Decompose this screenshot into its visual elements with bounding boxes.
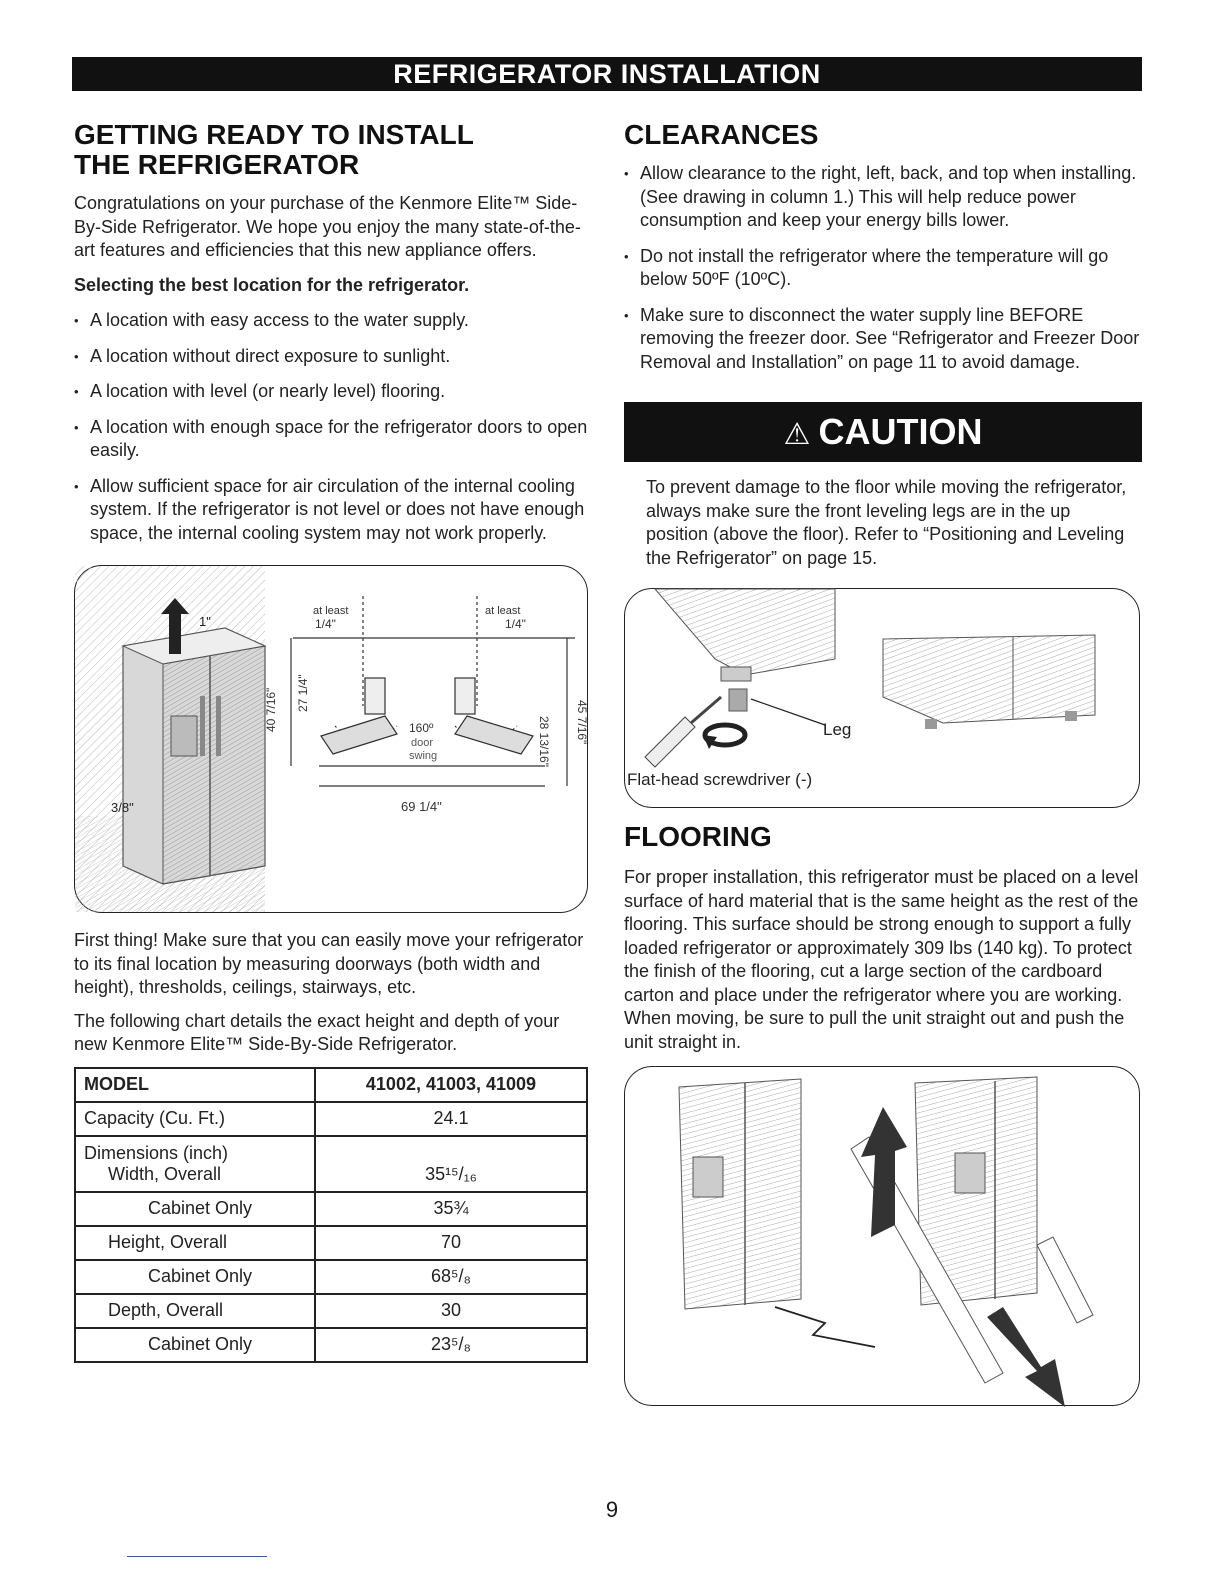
flooring-heading: FLOORING bbox=[624, 821, 772, 852]
dim-28-label: 28 13/16" bbox=[537, 716, 551, 767]
table-row bbox=[75, 1294, 587, 1328]
row-label: Cabinet Only bbox=[75, 1260, 315, 1294]
heading-line-1: GETTING READY TO INSTALL bbox=[74, 119, 474, 150]
row-value: 35¹⁵/₁₆ bbox=[315, 1136, 587, 1192]
right-column bbox=[624, 120, 1142, 1406]
moving-refrigerator-figure bbox=[624, 1066, 1140, 1406]
row-label: Cabinet Only bbox=[75, 1192, 315, 1226]
table-header-row bbox=[75, 1068, 587, 1102]
swing-degree-label: 160º bbox=[409, 721, 434, 735]
fridge-front-illustration bbox=[883, 635, 1095, 723]
dimensions-table bbox=[74, 1067, 588, 1363]
clearance-diagram bbox=[74, 565, 588, 913]
measure-paragraph: First thing! Make sure that you can easily move your refrigerator to its final location by measuring doorways (both width and height), thresholds, ceilings, stairways, etc. bbox=[74, 930, 584, 997]
warning-triangle-icon: ⚠ bbox=[783, 418, 811, 451]
row-value: 30 bbox=[315, 1294, 587, 1328]
at-least-left-label: at least bbox=[313, 605, 349, 617]
row-value: 24.1 bbox=[315, 1102, 587, 1136]
list-item: • Do not install the refrigerator where the temperature will go below 50ºF (10ºC). bbox=[624, 245, 1142, 292]
width-dim-label: 69 1/4" bbox=[401, 799, 442, 814]
chart-intro-paragraph: The following chart details the exact height and depth of your new Kenmore Elite™ Side-By-Side Refrigerator. bbox=[74, 1010, 560, 1054]
left-column bbox=[74, 120, 590, 1363]
dim-45-label: 45 7/16" bbox=[575, 700, 589, 745]
swing-swing-label: swing bbox=[409, 750, 438, 762]
location-subheading: Selecting the best location for the refrigerator. bbox=[74, 274, 470, 295]
caution-banner bbox=[624, 402, 1142, 462]
row-sublabel: Width, Overall bbox=[108, 1163, 222, 1184]
pull-arrow-icon bbox=[987, 1307, 1065, 1407]
row-label: Depth, Overall bbox=[75, 1294, 315, 1328]
dim-27-label: 27 1/4" bbox=[296, 674, 310, 712]
at-least-right-value: 1/4" bbox=[505, 617, 526, 631]
top-clearance-label: 1" bbox=[199, 614, 211, 629]
flooring-paragraph: For proper installation, this refrigerator must be placed on a level surface of hard material that is the same height as the rest of the flooring. This surface should be strong enough to support a fully loaded refrigerator or approximately 309 lbs (140 kg). To protect the finish of the flooring, cut a large section of the cardboard carton and place under the refrigerator where you are working. When moving, be sure to pull the unit straight out and push the unit straight in. bbox=[624, 867, 1139, 1052]
rotate-arrow-icon bbox=[703, 725, 745, 749]
clearance-bullet-list bbox=[624, 162, 1142, 374]
row-value: 23⁵/₈ bbox=[315, 1328, 587, 1362]
page-banner: REFRIGERATOR INSTALLATION bbox=[72, 57, 1142, 91]
leveling-leg bbox=[729, 689, 747, 711]
row-label: Capacity (Cu. Ft.) bbox=[75, 1102, 315, 1136]
table-row bbox=[75, 1328, 587, 1362]
getting-ready-heading bbox=[74, 120, 590, 180]
row-value: 35¾ bbox=[315, 1192, 587, 1226]
at-least-left-value: 1/4" bbox=[315, 617, 336, 631]
swing-door-label: door bbox=[411, 737, 434, 749]
list-item: • A location without direct exposure to sunlight. bbox=[74, 345, 590, 369]
table-row bbox=[75, 1226, 587, 1260]
location-bullet-list bbox=[74, 309, 590, 545]
list-item: • Make sure to disconnect the water supply line BEFORE removing the freezer door. See “Refrigerator and Freezer Door Removal and Installation” on page 11 to avoid damage. bbox=[624, 304, 1142, 375]
heading-line-2: THE REFRIGERATOR bbox=[74, 149, 360, 180]
table-row bbox=[75, 1192, 587, 1226]
table-row bbox=[75, 1260, 587, 1294]
list-item: • A location with level (or nearly level) flooring. bbox=[74, 380, 590, 404]
dim-40-label: 40 7/16" bbox=[264, 687, 278, 732]
row-value: 70 bbox=[315, 1226, 587, 1260]
side-clearance-label: 3/8" bbox=[111, 800, 134, 815]
table-row bbox=[75, 1102, 587, 1136]
refrigerator-illustration bbox=[123, 628, 265, 884]
leveling-leg-figure bbox=[624, 588, 1140, 808]
zigzag-arrow-icon bbox=[775, 1307, 875, 1347]
row-label: Cabinet Only bbox=[75, 1328, 315, 1362]
at-least-right-label: at least bbox=[485, 605, 521, 617]
caution-label: CAUTION bbox=[818, 411, 983, 452]
row-value: 68⁵/₈ bbox=[315, 1260, 587, 1294]
list-item: • A location with easy access to the water supply. bbox=[74, 309, 590, 333]
clearances-heading: CLEARANCES bbox=[624, 119, 819, 150]
table-row bbox=[75, 1136, 587, 1192]
caution-text: To prevent damage to the floor while moving the refrigerator, always make sure the front leveling legs are in the up position (above the floor). Refer to “Positioning and Leveling the Refrigerator” on page 15. bbox=[646, 477, 1127, 568]
refrigerator-left-illustration bbox=[679, 1079, 801, 1309]
footer-line bbox=[127, 1556, 267, 1557]
leg-label: Leg bbox=[823, 720, 852, 739]
page-number: 9 bbox=[605, 1497, 619, 1522]
screwdriver-icon bbox=[645, 697, 721, 767]
list-item: • Allow sufficient space for air circulation of the internal cooling system. If the refrigerator is not level or does not have enough space, the internal cooling system may not work properly. bbox=[74, 475, 590, 546]
screwdriver-label: Flat-head screwdriver (-) bbox=[627, 770, 813, 789]
intro-paragraph: Congratulations on your purchase of the Kenmore Elite™ Side-By-Side Refrigerator. We hope you enjoy the many state-of-the-art features and efficiencies that this new appliance offers. bbox=[74, 193, 581, 260]
model-header: MODEL bbox=[75, 1068, 315, 1102]
list-item: • A location with enough space for the refrigerator doors to open easily. bbox=[74, 416, 590, 463]
row-label: Height, Overall bbox=[75, 1226, 315, 1260]
list-item: • Allow clearance to the right, left, back, and top when installing. (See drawing in column 1.) This will help reduce power consumption and keep your energy bills lower. bbox=[624, 162, 1142, 233]
model-numbers-header: 41002, 41003, 41009 bbox=[315, 1068, 587, 1102]
row-label: Dimensions (inch) bbox=[84, 1142, 229, 1163]
fridge-corner-illustration bbox=[655, 589, 835, 675]
